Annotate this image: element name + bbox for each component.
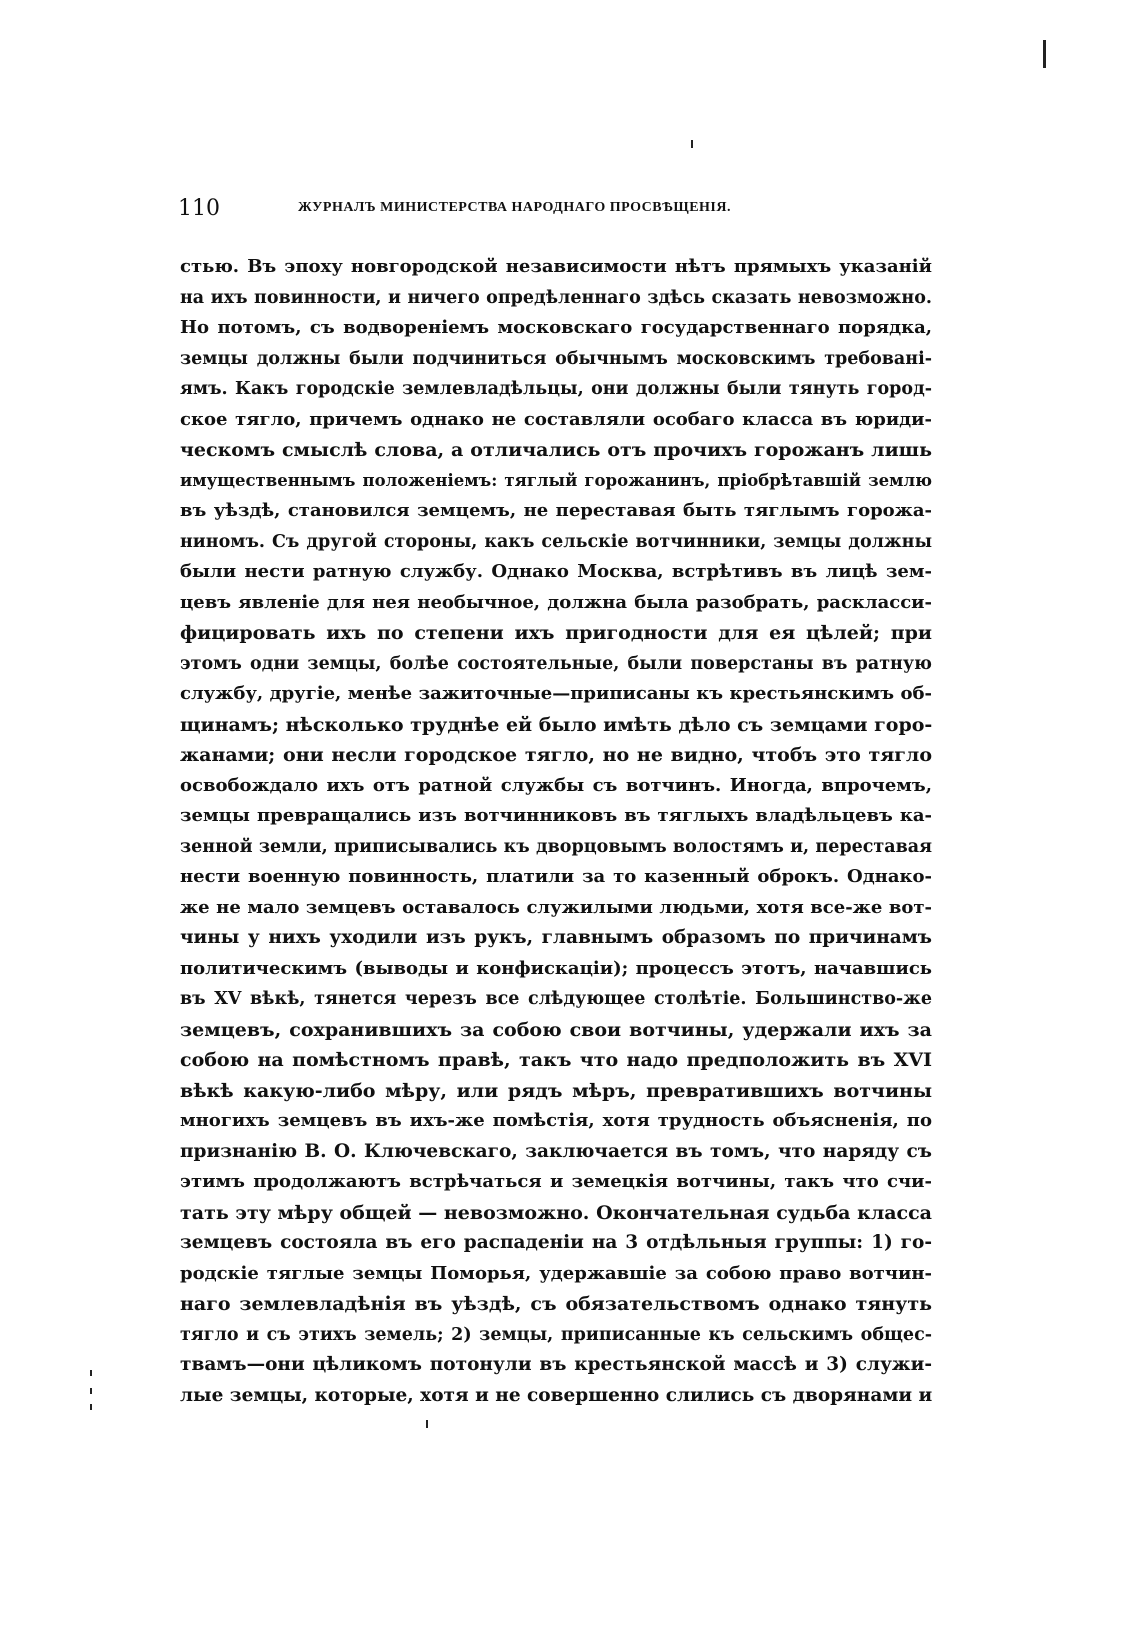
text-line: родскіе тяглые земцы Поморья, удержавшіе за собою право вотчин- — [180, 1262, 932, 1284]
text-line: фицировать ихъ по степени ихъ пригодности для ея цѣлей; при — [180, 622, 932, 644]
text-line: зенной земли, приписывались къ дворцовымъ волостямъ и, переставая — [180, 836, 932, 857]
text-line: земцы превращались изъ вотчинниковъ въ тяглыхъ владѣльцевъ ка- — [180, 805, 932, 826]
text-line: признанію В. О. Ключевскаго, заключается въ томъ, что наряду съ — [180, 1140, 932, 1162]
text-line: твамъ—они цѣликомъ потонули въ крестьянской массѣ и 3) служи- — [180, 1354, 932, 1375]
text-line: щинамъ; нѣсколько труднѣе ей было имѣть дѣло съ земцами горо- — [180, 713, 932, 736]
text-line: освобождало ихъ отъ ратной службы съ вотчинъ. Иногда, впрочемъ, — [180, 774, 932, 796]
text-line: же не мало земцевъ оставалось служилыми людьми, хотя все-же вот- — [180, 896, 932, 918]
text-line: цевъ явленіе для нея необычное, должна была разобрать, раскласси- — [180, 591, 932, 613]
text-line: вѣкѣ какую-либо мѣру, или рядъ мѣръ, превратившихъ вотчины — [180, 1079, 932, 1102]
text-line: земцы должны были подчиниться обычнымъ московскимъ требовані- — [180, 348, 932, 369]
scan-artifact-mark — [426, 1420, 428, 1428]
text-line: жанами; они несли городское тягло, но не видно, чтобъ это тягло — [180, 744, 932, 766]
text-line: наго землевладѣнія въ уѣздѣ, съ обязательствомъ однако тянуть — [180, 1293, 932, 1315]
text-line: службу, другіе, менѣе зажиточные—приписаны къ крестьянскимъ об- — [180, 683, 932, 704]
text-line: ямъ. Какъ городскіе землевладѣльцы, они должны были тянуть город- — [180, 379, 932, 399]
text-line: Но потомъ, съ водвореніемъ московскаго государственнаго порядка, — [180, 317, 932, 338]
text-line: многихъ земцевъ въ ихъ-же помѣстія, хотя трудность объясненія, по — [180, 1110, 932, 1131]
running-title: ЖУРНАЛЪ МИНИСТЕРСТВА НАРОДНАГО ПРОСВѢЩЕНІЯ. — [298, 200, 731, 215]
text-line: тягло и съ этихъ земель; 2) земцы, приписанные къ сельскимъ общес- — [180, 1324, 932, 1345]
text-line: этомъ одни земцы, болѣе состоятельные, были поверстаны въ ратную — [180, 653, 932, 674]
scan-artifact-mark — [90, 1388, 92, 1394]
text-line: имущественнымъ положеніемъ: тяглый горожанинъ, пріобрѣтавшій землю — [180, 470, 932, 490]
scan-artifact-mark — [90, 1404, 92, 1410]
text-line: были нести ратную службу. Однако Москва, встрѣтивъ въ лицѣ зем- — [180, 561, 932, 582]
scan-artifact-mark — [1043, 40, 1046, 68]
text-line: политическимъ (выводы и конфискаціи); процессъ этотъ, начавшись — [180, 957, 932, 979]
text-line: собою на помѣстномъ правѣ, такъ что надо предположить въ XVI — [180, 1049, 932, 1071]
text-line: нести военную повинность, платили за то казенный оброкъ. Однако- — [180, 866, 932, 887]
text-line: въ XV вѣкѣ, тянется черезъ все слѣдующее столѣтіе. Большинство-же — [180, 989, 932, 1009]
text-line: ниномъ. Съ другой стороны, какъ сельскіе вотчинники, земцы должны — [180, 531, 932, 552]
text-line: чины у нихъ уходили изъ рукъ, главнымъ образомъ по причинамъ — [180, 927, 932, 948]
text-line: ское тягло, причемъ однако не составляли особаго класса въ юриди- — [180, 408, 932, 430]
body-text — [180, 252, 932, 1411]
text-line: стью. Въ эпоху новгородской независимости нѣтъ прямыхъ указаній — [180, 256, 932, 277]
page-header — [178, 196, 938, 226]
scan-artifact-mark — [90, 1370, 92, 1376]
text-line: этимъ продолжаютъ встрѣчаться и земецкія вотчины, такъ что счи- — [180, 1171, 932, 1192]
text-line: земцевъ состояла въ его распаденіи на 3 отдѣльныя группы: 1) го- — [180, 1232, 932, 1253]
text-line: ческомъ смыслѣ слова, а отличались отъ прочихъ горожанъ лишь — [180, 439, 932, 461]
text-line: тать эту мѣру общей — невозможно. Окончательная судьба класса — [180, 1201, 932, 1224]
page-number: 110 — [178, 196, 220, 221]
text-line: въ уѣздѣ, становился земцемъ, не переставая быть тяглымъ горожа- — [180, 500, 932, 521]
text-line: на ихъ повинности, и ничего опредѣленнаго здѣсь сказать невозможно. — [180, 287, 932, 308]
text-line: лые земцы, которые, хотя и не совершенно слились съ дворянами и — [180, 1384, 932, 1406]
text-line: земцевъ, сохранившихъ за собою свои вотчины, удержали ихъ за — [180, 1018, 932, 1041]
scan-artifact-mark — [691, 140, 693, 148]
